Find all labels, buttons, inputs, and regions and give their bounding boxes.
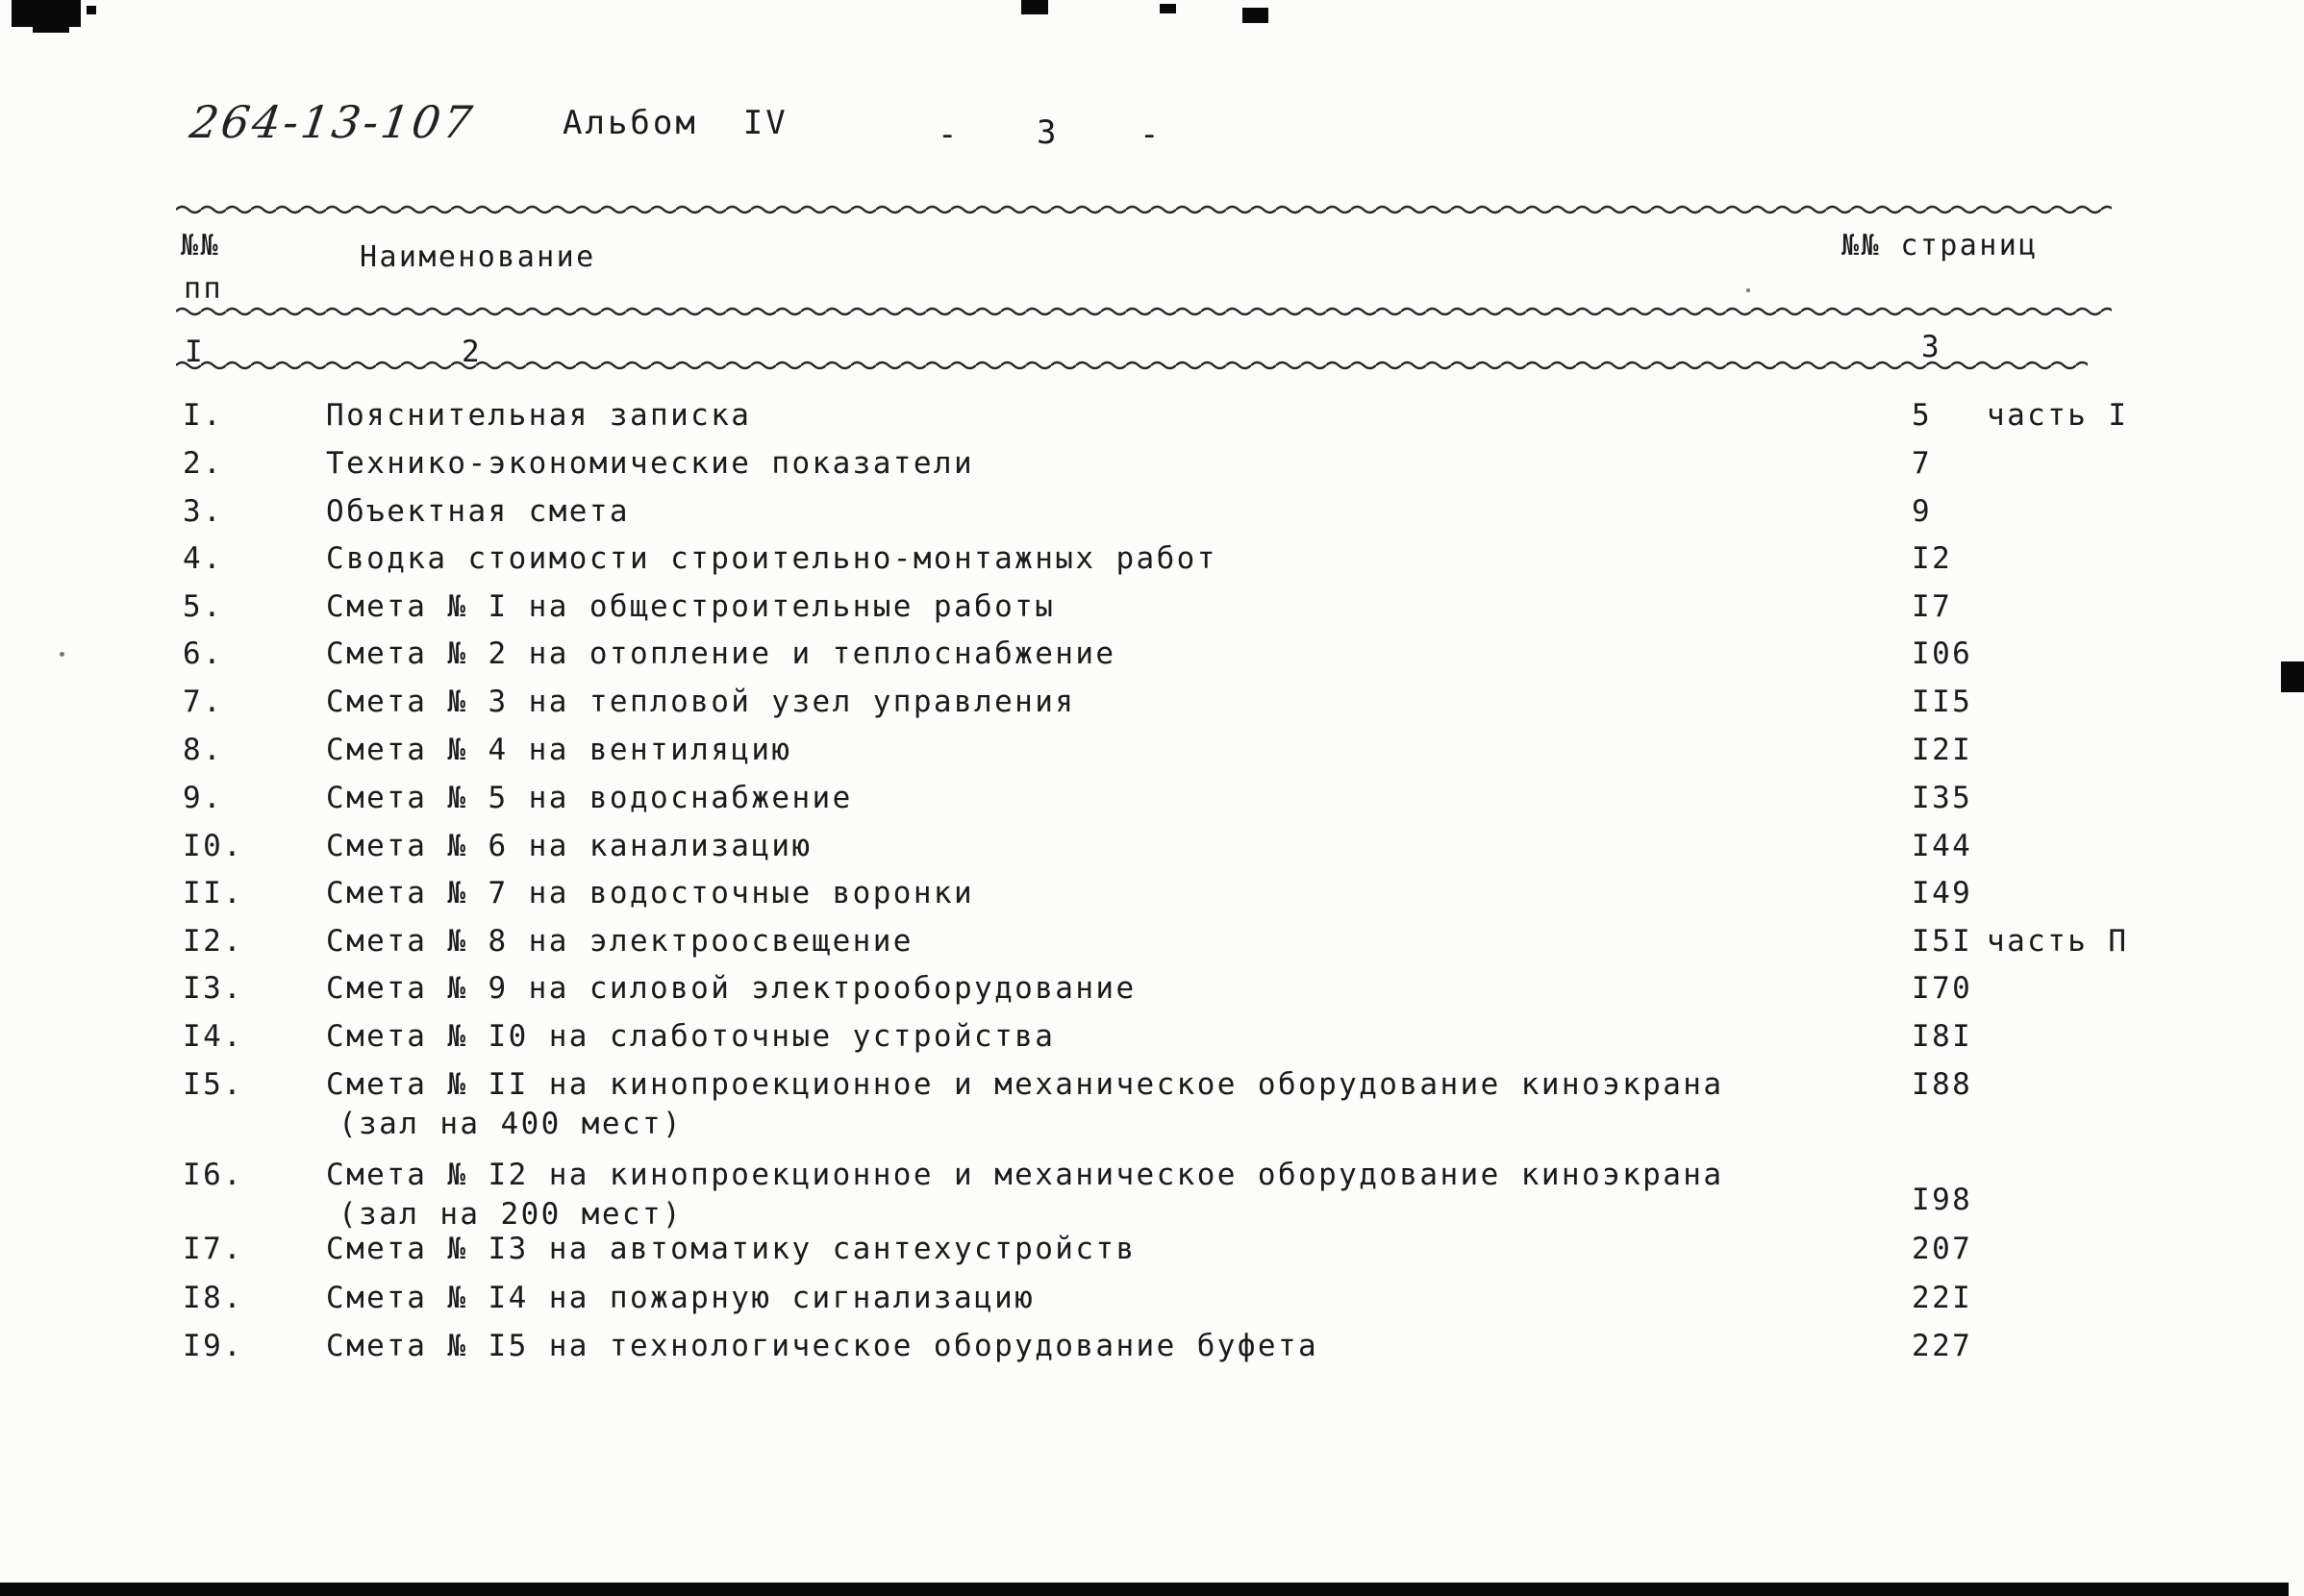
row-number: 5. <box>183 589 224 624</box>
row-number: 3. <box>183 494 224 529</box>
row-part: часть П <box>1987 924 2129 959</box>
row-title: Смета № II на кинопроекционное и механическое оборудование киноэкрана <box>326 1067 1724 1102</box>
table-row <box>0 541 2304 589</box>
row-title: Смета № 2 на отопление и теплоснабжение <box>326 636 1116 671</box>
table-row <box>0 1329 2304 1377</box>
page-number-dash-right: - <box>1139 115 1162 154</box>
row-page: 9 <box>1912 494 1933 529</box>
row-number: I8. <box>183 1281 244 1315</box>
page-number-dash-left: - <box>938 115 960 154</box>
row-page: I5I <box>1912 924 1973 959</box>
scan-artifact <box>1242 8 1268 23</box>
row-page: I2I <box>1912 733 1973 767</box>
table-row <box>0 636 2304 685</box>
scan-artifact-bottom-bar <box>0 1583 2289 1596</box>
row-number: I3. <box>183 971 244 1006</box>
row-number: I2. <box>183 924 244 959</box>
row-number: I9. <box>183 1329 244 1363</box>
row-number: 7. <box>183 685 224 719</box>
row-title: Смета № I2 на кинопроекционное и механическое оборудование киноэкрана <box>326 1158 1724 1192</box>
row-page: I35 <box>1912 781 1973 815</box>
row-title-line2: (зал на 200 мест) <box>338 1197 684 1232</box>
row-page: I8I <box>1912 1019 1973 1054</box>
row-title: Объектная смета <box>326 494 630 529</box>
row-number: 6. <box>183 636 224 671</box>
row-page: I98 <box>1912 1183 1973 1217</box>
row-title: Технико-экономические показатели <box>326 446 975 481</box>
header-col-num-line2: пп <box>184 272 223 306</box>
row-title: Смета № I0 на слаботочные устройства <box>326 1019 1056 1054</box>
row-number: I5. <box>183 1067 244 1102</box>
row-title: Смета № 8 на электроосвещение <box>326 924 914 959</box>
table-row <box>0 924 2304 972</box>
page-number: 3 <box>1037 113 1059 152</box>
row-number: I6. <box>183 1158 244 1192</box>
table-rule-header <box>176 305 2112 318</box>
row-number: I0. <box>183 829 244 863</box>
row-title: Смета № 4 на вентиляцию <box>326 733 792 767</box>
table-row <box>0 398 2304 446</box>
scan-artifact <box>87 6 96 14</box>
scan-artifact <box>1021 0 1048 14</box>
row-title: Смета № 5 на водоснабжение <box>326 781 853 815</box>
row-part: часть I <box>1987 398 2129 433</box>
row-title: Смета № I3 на автоматику сантехустройств <box>326 1232 1137 1266</box>
col-index-3: 3 <box>1921 330 1942 364</box>
table-row <box>0 589 2304 637</box>
row-title-line2: (зал на 400 мест) <box>338 1107 684 1141</box>
row-number: I7. <box>183 1232 244 1266</box>
row-page: I44 <box>1912 829 1973 863</box>
row-page: I7 <box>1912 589 1953 624</box>
table-rule-top <box>176 203 2112 216</box>
table-row <box>0 829 2304 877</box>
row-title: Смета № I5 на технологическое оборудование буфета <box>326 1329 1319 1363</box>
row-number: 2. <box>183 446 224 481</box>
row-number: 4. <box>183 541 224 576</box>
table-row <box>0 781 2304 829</box>
row-title: Смета № 7 на водосточные воронки <box>326 876 975 910</box>
col-index-1: I <box>185 335 206 369</box>
row-page: I06 <box>1912 636 1973 671</box>
row-page: I88 <box>1912 1067 1973 1102</box>
table-row <box>0 685 2304 733</box>
row-number: 9. <box>183 781 224 815</box>
table-row <box>0 446 2304 494</box>
table-row <box>0 971 2304 1019</box>
row-page: 7 <box>1912 446 1933 481</box>
row-page: I49 <box>1912 876 1973 910</box>
row-page: I2 <box>1912 541 1953 576</box>
table-row <box>0 1019 2304 1067</box>
scan-artifact <box>33 21 69 33</box>
row-title: Сводка стоимости строительно-монтажных работ <box>326 541 1217 576</box>
table-row <box>0 1067 2304 1141</box>
row-number: 8. <box>183 733 224 767</box>
table-row <box>0 733 2304 781</box>
row-page: 207 <box>1912 1232 1973 1266</box>
row-number: I4. <box>183 1019 244 1054</box>
row-title: Смета № I4 на пожарную сигнализацию <box>326 1281 1036 1315</box>
header-col-num-line1: №№ <box>181 229 220 262</box>
scan-artifact <box>1160 4 1176 13</box>
row-title: Смета № I на общестроительные работы <box>326 589 1056 624</box>
header-col-pages: №№ страниц <box>1841 229 2039 262</box>
row-page: II5 <box>1912 685 1973 719</box>
table-row <box>0 1158 2304 1232</box>
row-page: 22I <box>1912 1281 1973 1315</box>
row-page: I70 <box>1912 971 1973 1006</box>
row-title: Смета № 6 на канализацию <box>326 829 813 863</box>
row-title: Смета № 3 на тепловой узел управления <box>326 685 1076 719</box>
table-row <box>0 876 2304 924</box>
row-title: Пояснительная записка <box>326 398 752 433</box>
scan-speck <box>1746 288 1750 292</box>
handwritten-code: 264-13-107 <box>187 96 479 148</box>
album-label: Альбом IV <box>563 104 789 142</box>
table-row <box>0 494 2304 542</box>
row-page: 5 <box>1912 398 1933 433</box>
row-number: I. <box>183 398 224 433</box>
row-number: II. <box>183 876 244 910</box>
row-page: 227 <box>1912 1329 1973 1363</box>
header-col-name: Наименование <box>360 240 596 274</box>
col-index-2: 2 <box>462 335 483 369</box>
row-title: Смета № 9 на силовой электрооборудование <box>326 971 1137 1006</box>
table-row <box>0 1281 2304 1329</box>
table-row <box>0 1232 2304 1280</box>
